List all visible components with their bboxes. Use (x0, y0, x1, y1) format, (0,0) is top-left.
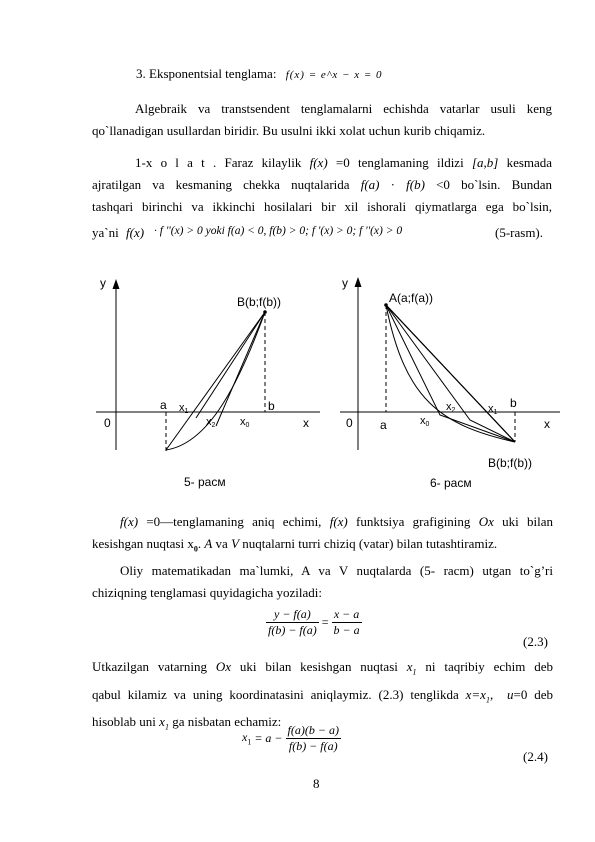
case1-text: tashqari birinchi va ikkinchi hosilalari bir xil ishorali qiymatlarga ega bo`lsin, (92, 199, 552, 214)
eq23-num-left: y − f(a) (266, 607, 319, 623)
p6-text: =0 deb (513, 686, 554, 702)
page-number: 8 (313, 776, 320, 791)
eq23-num-right: x − a (332, 607, 362, 623)
eq23-den-left: f(b) − f(a) (268, 623, 317, 637)
eq23-left-fraction (266, 607, 319, 638)
chord-3 (216, 312, 265, 426)
fig6-label-x0: x0 (420, 415, 430, 428)
point-b (263, 310, 267, 314)
fig5-label-x1: x1 (179, 402, 189, 415)
case1-fa: f(a) (360, 177, 380, 192)
eq24-lhs: x (242, 730, 248, 745)
fig5-label-point-b: B(b;f(b)) (237, 295, 282, 309)
eq24-equals: = a − (251, 731, 283, 745)
p4-text: uki bilan (502, 514, 554, 529)
p6-x1: x (159, 714, 165, 730)
fig6-label-origin: 0 (346, 416, 353, 430)
p4-text: =0—tenglamaning aniq echimi, (146, 514, 322, 529)
fig6-label-x2: x2 (446, 401, 456, 414)
case1-dot: · (390, 177, 395, 192)
case1-text: ya`ni (92, 225, 119, 240)
equation-label-2-3: (2.3) (523, 634, 548, 649)
eq23-right-fraction (332, 607, 362, 638)
y-axis-arrow-icon (113, 279, 120, 289)
figure-6-caption: 6- расм (430, 476, 472, 490)
case1-fx: f(x) (126, 225, 145, 240)
equation-2-4 (242, 723, 341, 754)
eq23-den-right: b − a (333, 623, 360, 637)
equation-2-3 (266, 607, 362, 638)
p4-V: V (231, 536, 240, 551)
p6-text: Utkazilgan vatarning (92, 659, 207, 674)
fig5-label-y: y (100, 276, 106, 290)
p6-x1-sub: 1 (164, 722, 169, 732)
p4-A: A (204, 536, 213, 551)
fig6-label-point-a: A(a;f(a)) (389, 291, 434, 305)
p4-text: funktsiya grafigining (356, 514, 471, 529)
heading-text: 3. Eksponentsial tenglama: (136, 66, 277, 81)
p6-text: ga nisbatan echamiz: (172, 714, 282, 730)
p4-text: kesishgan nuqtasi x (92, 536, 194, 551)
figure-5 (96, 276, 320, 452)
paragraph-intro-text: Algebraik va transtsendent tenglamalarni echishda vatarlar usuli keng qo`llanadigan usullardan biridir. Bu usulni ikki xolat uchun kurib chiqamiz. (92, 101, 552, 138)
chord-2 (196, 312, 265, 418)
case1-fx: f(x) (309, 155, 328, 170)
fig6-label-point-b: B(b;f(b)) (488, 456, 533, 470)
p6-comma: , (489, 686, 494, 702)
p4-fx: f(x) (120, 514, 139, 529)
p6-text: uki bilan kesishgan nuqtasi (239, 659, 398, 674)
chord-2 (386, 305, 515, 442)
fig5-label-a: a (160, 398, 167, 412)
eq24-lhs-sub: 1 (247, 737, 252, 747)
p6-u: u (507, 686, 514, 702)
formula-condition: · f ''(x) > 0 yoki f(a) < 0, f(b) > 0; f '(x) > 0; f ''(x) > 0 (154, 225, 403, 237)
formula-exponential: f(x) = e^x − x = 0 (285, 69, 383, 81)
p4-ox: Ox (478, 514, 494, 529)
fig6-label-a: a (380, 418, 387, 432)
paragraph-exact-root (120, 514, 553, 530)
eq23-equals: = (321, 615, 329, 629)
case1-text: <0 bo`lsin. Bundan (436, 177, 553, 192)
eq24-num: f(a)(b − a) (287, 723, 339, 737)
p5-text: Oliy matematikadan ma`lumki, A va V nuqtalarda (5- racm) utgan to`g’ri chiziqning tenglamasi quyidagicha yoziladi: (92, 563, 553, 600)
chord-1 (166, 312, 265, 450)
p6-line1 (92, 656, 553, 684)
case1-lead: 1-x o l a t . (135, 155, 217, 170)
p6-text: hisoblab uni (92, 714, 156, 730)
p4-sub: 0 (193, 544, 198, 554)
p6-x-eq-sub: 1 (485, 695, 490, 705)
eq24-fraction (286, 723, 341, 754)
p4-fx: f(x) (329, 514, 348, 529)
fig6-label-x: x (544, 417, 550, 431)
p4-text: . (197, 536, 202, 551)
fig5-label-x2: x2 (206, 416, 216, 429)
case1-text: kesmada (506, 155, 553, 170)
paragraph-line-equation (92, 560, 553, 604)
p6-x-eq: x=x (465, 686, 486, 702)
y-axis-arrow-icon (355, 277, 362, 287)
case1-text: =0 tenglamaning ildizi (335, 155, 464, 170)
p6-text: ni taqribiy echim deb (425, 659, 554, 674)
figure-ref: (5-rasm). (495, 225, 544, 240)
p6-x1: x (406, 659, 413, 674)
p6-x1-sub: 1 (412, 667, 417, 677)
p6-line2 (92, 684, 553, 712)
case1-fb: f(b) (406, 177, 425, 192)
equation-label-2-4: (2.4) (523, 749, 548, 764)
fig5-label-origin: 0 (104, 416, 111, 430)
eq24-den: f(b) − f(a) (288, 739, 338, 753)
figure-6 (340, 276, 560, 470)
case1-interval: [a,b] (471, 155, 499, 170)
fig5-label-x: x (303, 416, 309, 430)
fig6-label-b: b (510, 396, 517, 410)
figure-5-caption: 5- расм (184, 475, 226, 489)
p4-text: va (215, 536, 228, 551)
p4-text: nuqtalarni turri chiziq (vatar) bilan tutashtiramiz. (242, 536, 498, 551)
case1-text: Faraz kilaylik (224, 155, 302, 170)
p4-line1 (120, 514, 553, 530)
fig5-label-b: b (268, 399, 275, 413)
point-a (384, 303, 388, 307)
fig5-label-x0: x0 (240, 416, 250, 429)
p4-line2 (92, 536, 497, 554)
fig6-label-x1: x1 (488, 403, 498, 416)
case1-text: ajratilgan va kesmaning chekka nuqtalarida (92, 177, 350, 192)
p6-text: qabul kilamiz va uning koordinatasini aniqlaymiz. (2.3) tenglikda (92, 686, 459, 702)
fig6-label-y: y (342, 276, 348, 290)
p6-ox: Ox (215, 659, 232, 674)
